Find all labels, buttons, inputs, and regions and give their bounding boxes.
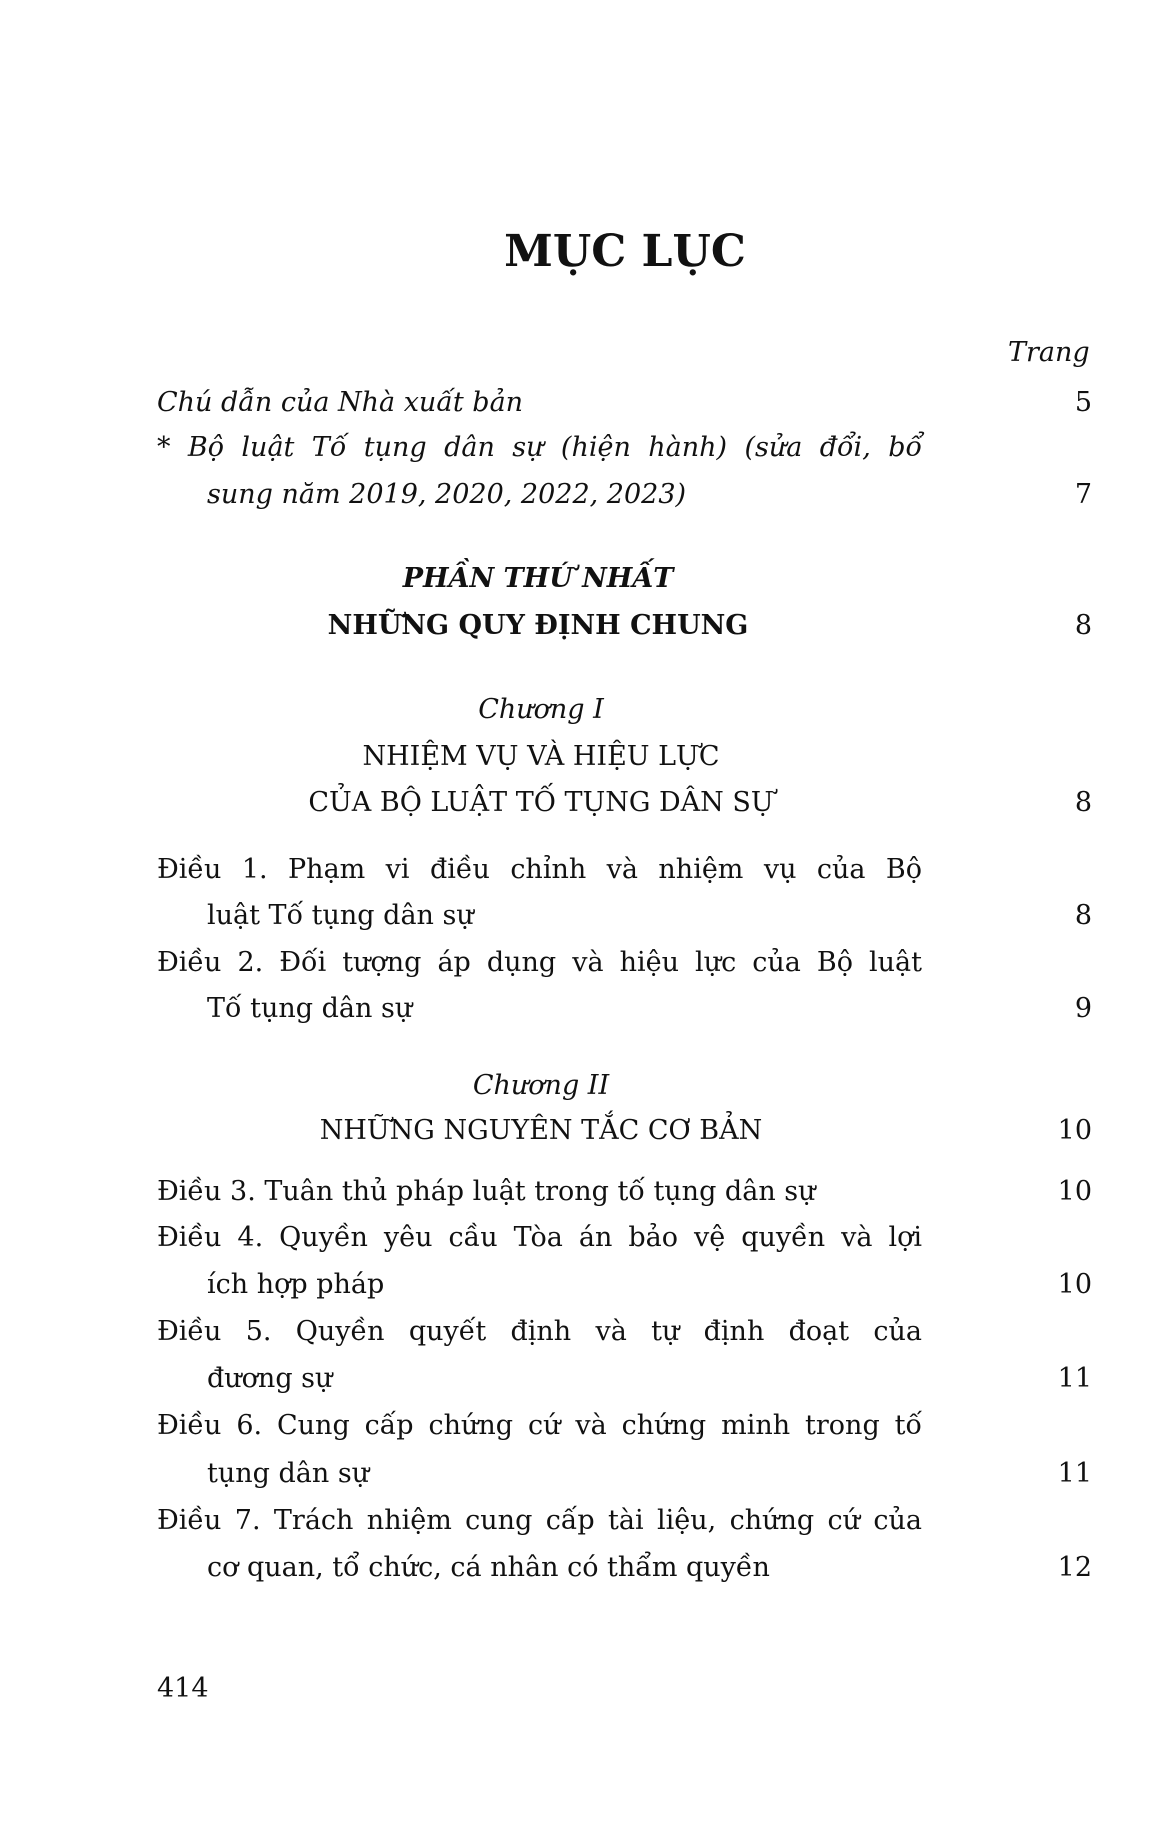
toc-article: Điều 1. Phạm vi điều chỉnh và nhiệm vụ của Bộ <box>157 854 922 885</box>
toc-entry-code-title-cont: sung năm 2019, 2020, 2022, 2023) <box>207 479 687 510</box>
part-title: NHỮNG QUY ĐỊNH CHUNG <box>327 610 749 641</box>
page-number: 414 <box>157 1673 209 1704</box>
toc-page-number: 8 <box>1074 900 1092 931</box>
toc-page-number: 10 <box>1057 1269 1092 1300</box>
chapter-title: NHỮNG NGUYÊN TẮC CƠ BẢN <box>319 1115 763 1146</box>
toc-page-number: 11 <box>1057 1458 1092 1489</box>
toc-article: Điều 7. Trách nhiệm cung cấp tài liệu, chứng cứ của <box>157 1505 922 1536</box>
part-heading: PHẦN THỨ NHẤT <box>402 563 674 594</box>
page-column-label: Trang <box>1008 337 1090 368</box>
toc-article-cont: ích hợp pháp <box>207 1269 385 1300</box>
toc-article-cont: tụng dân sự <box>207 1458 370 1489</box>
toc-page-number: 5 <box>1074 387 1092 418</box>
toc-page-number: 8 <box>1074 787 1092 818</box>
toc-article-cont: cơ quan, tổ chức, cá nhân có thẩm quyền <box>207 1552 770 1583</box>
toc-article: Điều 2. Đối tượng áp dụng và hiệu lực của Bộ luật <box>157 947 922 978</box>
toc-entry-publisher-note: Chú dẫn của Nhà xuất bản <box>157 387 524 418</box>
toc-page-number: 11 <box>1057 1363 1092 1394</box>
toc-page-number: 9 <box>1074 993 1092 1024</box>
toc-article-cont: luật Tố tụng dân sự <box>207 900 474 931</box>
chapter-title: NHIỆM VỤ VÀ HIỆU LỰC <box>362 741 720 772</box>
chapter-heading: Chương II <box>472 1070 610 1101</box>
toc-page-number: 8 <box>1074 610 1092 641</box>
toc-article-cont: đương sự <box>207 1363 333 1394</box>
toc-page-number: 10 <box>1057 1115 1092 1146</box>
toc-article: Điều 3. Tuân thủ pháp luật trong tố tụng dân sự <box>157 1176 816 1207</box>
toc-entry-code-title: * Bộ luật Tố tụng dân sự (hiện hành) (sửa đổi, bổ <box>157 432 922 463</box>
chapter-heading: Chương I <box>478 694 604 725</box>
toc-page-number: 10 <box>1057 1176 1092 1207</box>
toc-article: Điều 4. Quyền yêu cầu Tòa án bảo vệ quyền và lợi <box>157 1222 922 1253</box>
toc-page-number: 7 <box>1074 479 1092 510</box>
toc-article: Điều 5. Quyền quyết định và tự định đoạt của <box>157 1316 922 1347</box>
toc-article: Điều 6. Cung cấp chứng cứ và chứng minh trong tố <box>157 1410 922 1441</box>
chapter-title-cont: CỦA BỘ LUẬT TỐ TỤNG DÂN SỰ <box>308 787 774 818</box>
page-title: MỤC LỤC <box>504 226 746 277</box>
toc-page-number: 12 <box>1057 1552 1092 1583</box>
toc-article-cont: Tố tụng dân sự <box>207 993 413 1024</box>
